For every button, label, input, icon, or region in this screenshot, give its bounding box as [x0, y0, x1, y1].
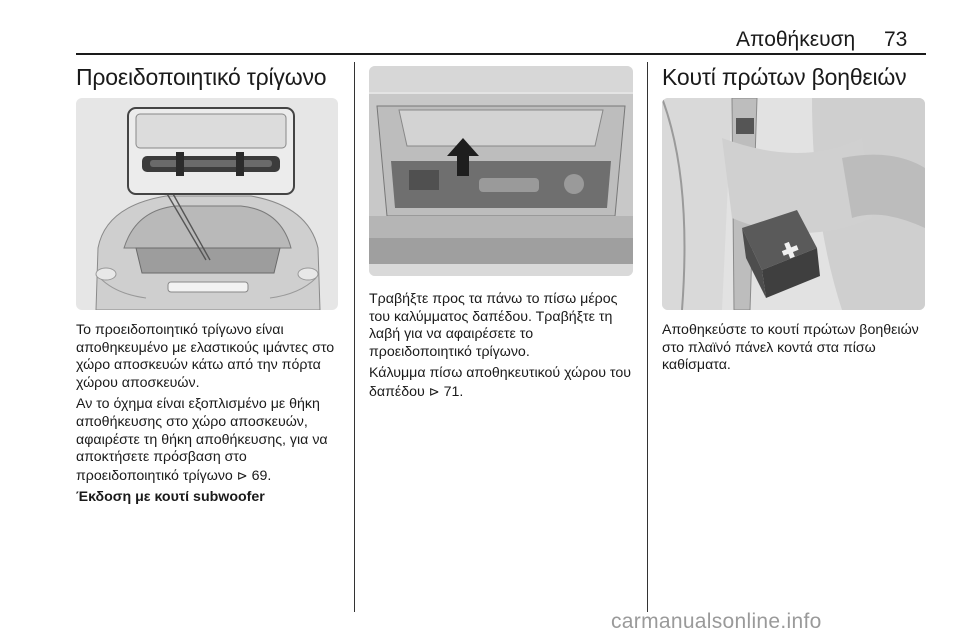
- header-rule: [76, 53, 926, 55]
- cross-reference-icon: ⊳: [428, 383, 440, 399]
- page-number: 73: [884, 28, 908, 51]
- page-header-title: Αποθήκευση: [736, 28, 856, 51]
- figure-warning-triangle: [76, 98, 338, 310]
- subheading-subwoofer: Έκδοση με κουτί subwoofer: [76, 489, 265, 506]
- figure-first-aid-kit: [662, 98, 925, 310]
- section-title-first-aid: Κουτί πρώτων βοηθειών: [662, 64, 907, 90]
- col2-text: [369, 291, 637, 406]
- cross-reference-icon: ⊳: [236, 467, 248, 483]
- section-title-warning-triangle: Προειδοποιητικό τρίγωνο: [76, 64, 327, 90]
- paragraph-text: Αν το όχημα είναι εξοπλισμένο με θήκη αποθήκευσης στο χώρο αποσκευών, αφαιρέστε τη θήκη αποθήκευσης, για να αποκτήσετε πρόσβαση στο προειδοποιητικό τρίγωνο: [76, 396, 328, 484]
- cross-reference-link[interactable]: 71.: [443, 383, 464, 400]
- paragraph: Το προειδοποιητικό τρίγωνο είναι αποθηκευμένο με ελαστικούς ιμάντες στο χώρο αποσκευών κάτω από την πόρτα χώρου αποσκευών.: [76, 322, 335, 391]
- paragraph-text: Κάλυμμα πίσω αποθηκευτικού χώρου του δαπέδου: [369, 365, 631, 400]
- paragraph: Αποθηκεύστε το κουτί πρώτων βοηθειών στο πλαϊνό πάνελ κοντά στα πίσω καθίσματα.: [662, 322, 919, 374]
- column-divider-1: [354, 62, 355, 612]
- paragraph: Τραβήξτε προς τα πάνω το πίσω μέρος του καλύμματος δαπέδου. Τραβήξτε τη λαβή για να αφαιρέσετε το προειδοποιητικό τρίγωνο.: [369, 291, 618, 360]
- watermark: carmanualsonline.info: [611, 610, 822, 633]
- col1-text: [76, 322, 342, 511]
- cross-reference-link[interactable]: 69.: [251, 467, 272, 484]
- paragraph: [369, 365, 637, 401]
- col3-text: [662, 322, 928, 379]
- column-divider-2: [647, 62, 648, 612]
- paragraph: [76, 396, 342, 485]
- figure-floor-cover: [369, 66, 633, 276]
